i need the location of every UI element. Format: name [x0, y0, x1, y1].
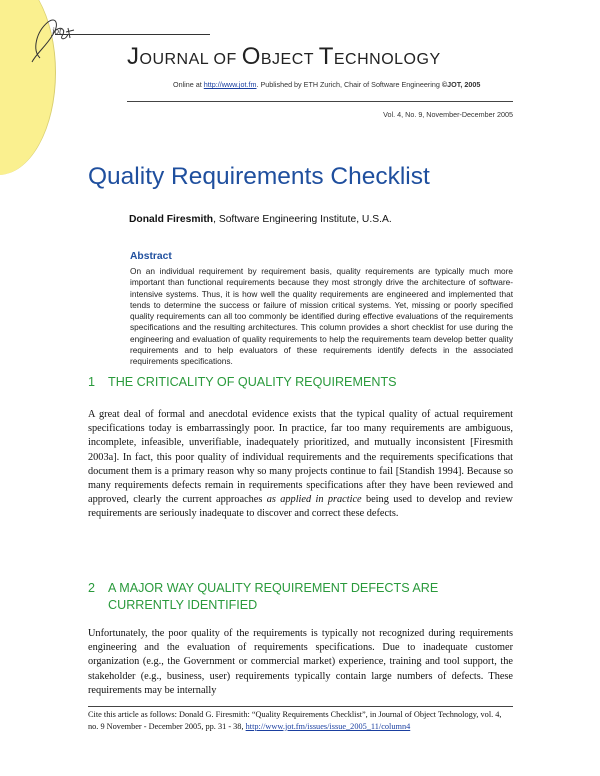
footer-rule: [88, 706, 513, 707]
section-1-heading: 1 THE CRITICALITY OF QUALITY REQUIREMENTS: [88, 375, 397, 389]
abstract-heading: Abstract: [130, 251, 172, 262]
header-rule: [127, 101, 513, 102]
author-affiliation: , Software Engineering Institute, U.S.A.: [213, 214, 392, 225]
section-2-heading: 2 A MAJOR WAY QUALITY REQUIREMENT DEFECTS ARE CURRENTLY IDENTIFIED: [88, 581, 439, 612]
author-line: [129, 214, 392, 225]
logo-text: jot: [52, 26, 62, 36]
section-2-text: Unfortunately, the poor quality of the requirements is typically not recognized during requirements engineering and the evaluation of requirements specifications. Due to inadequate customer organization (e.g., the Government or commercial market) experience, training and tool support, the stakeholder (e.g., business, user) requirements typically contain large numbers of defects. These requirements may be internally: [88, 628, 513, 696]
article-title: Quality Requirements Checklist: [88, 163, 430, 190]
journal-website-link[interactable]: http://www.jot.fm: [203, 80, 257, 89]
volume-info: Vol. 4, No. 9, November-December 2005: [383, 110, 513, 119]
journal-logo-signature: [22, 10, 92, 70]
citation-footnote: Cite this article as follows: Donald G. Firesmith: “Quality Requirements Checklist”, in Journal of Object Technology, vol. 4, no. 9 November - December 2005, pp. 31 - 38, http://www.jot.fm/issues/issue_2005_11/column4: [88, 710, 502, 731]
publication-info: Online at http://www.jot.fm. Published by ETH Zurich, Chair of Software Engineering ©JOT, 2005: [173, 80, 481, 89]
journal-name: JOURNAL OF OBJECT TECHNOLOGY: [127, 43, 441, 70]
header-signature-line: [55, 34, 210, 35]
section-1-text: A great deal of formal and anecdotal evidence exists that the typical quality of actual requirement specifications today is embarrassingly poor. In practice, far too many requirements are ambiguous, incomplete, infeasible, unverifiable, inadequately prioritized, and mutually inconsistent [Firesmith 2003a]. In fact, this poor quality of individual requirements and the requirements specifications that document them is a primary reason why so many projects continue to fail [Standish 1994]. Because so many requirements defects remain in requirements specifications after they have been reviewed and approved, clearly the current approaches as applied in practice being used to develop and review requirements are seriously inadequate to discover and correct these defects.: [88, 409, 513, 520]
author-name: Donald Firesmith: [129, 214, 214, 225]
abstract-text: On an individual requirement by requirement basis, quality requirements are typically much more important than functional requirements because they most strongly drive the architecture of software-intensive systems. Thus, it is how well the quality requirements are engineered and implemented that tends to determine the success or failure of mission critical systems. Yet, missing or poorly specified quality requirements can all too commonly be identified during effective evaluations of the requirements specifications and the resulting architectures. This column provides a short checklist for use during the engineering and evaluation of quality requirements to help the requirements team develop better quality requirements and to help evaluators of these requirements identify defects in the associated requirements specifications.: [130, 266, 513, 367]
article-link[interactable]: http://www.jot.fm/issues/issue_2005_11/column4: [245, 721, 411, 731]
